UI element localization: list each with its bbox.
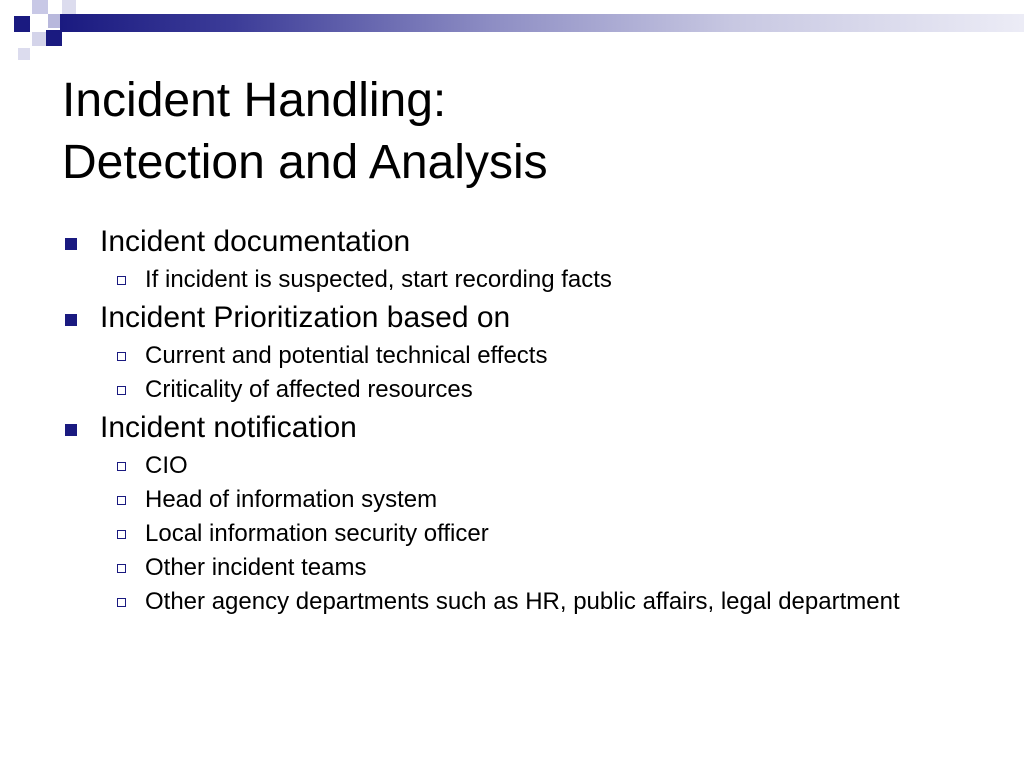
- sub-bullet: CIO: [62, 452, 962, 480]
- sub-bullet: Current and potential technical effects: [62, 342, 962, 370]
- sub-bullet: Head of information system: [62, 486, 962, 514]
- hollow-square-bullet-icon: [117, 276, 126, 285]
- filled-square-bullet-icon: [65, 424, 77, 436]
- filled-square-bullet-icon: [65, 314, 77, 326]
- bullet-incident-notification: Incident notification: [62, 410, 962, 446]
- hollow-square-bullet-icon: [117, 598, 126, 607]
- header-gradient-bar: [60, 14, 1024, 32]
- hollow-square-bullet-icon: [117, 462, 126, 471]
- sub-bullet: If incident is suspected, start recording facts: [62, 266, 962, 294]
- sub-bullet: Other agency departments such as HR, public affairs, legal department: [62, 588, 962, 616]
- hollow-square-bullet-icon: [117, 386, 126, 395]
- sub-bullet: Other incident teams: [62, 554, 962, 582]
- sub-bullet: Criticality of affected resources: [62, 376, 962, 404]
- hollow-square-bullet-icon: [117, 530, 126, 539]
- slide-body: [62, 222, 962, 616]
- hollow-square-bullet-icon: [117, 496, 126, 505]
- filled-square-bullet-icon: [65, 238, 77, 250]
- bullet-incident-prioritization: Incident Prioritization based on: [62, 300, 962, 336]
- slide-title: [62, 70, 548, 194]
- hollow-square-bullet-icon: [117, 352, 126, 361]
- title-line-2: Detection and Analysis: [62, 136, 548, 189]
- sub-bullet: Local information security officer: [62, 520, 962, 548]
- bullet-incident-documentation: Incident documentation: [62, 224, 962, 260]
- title-line-1: Incident Handling:: [62, 74, 447, 127]
- hollow-square-bullet-icon: [117, 564, 126, 573]
